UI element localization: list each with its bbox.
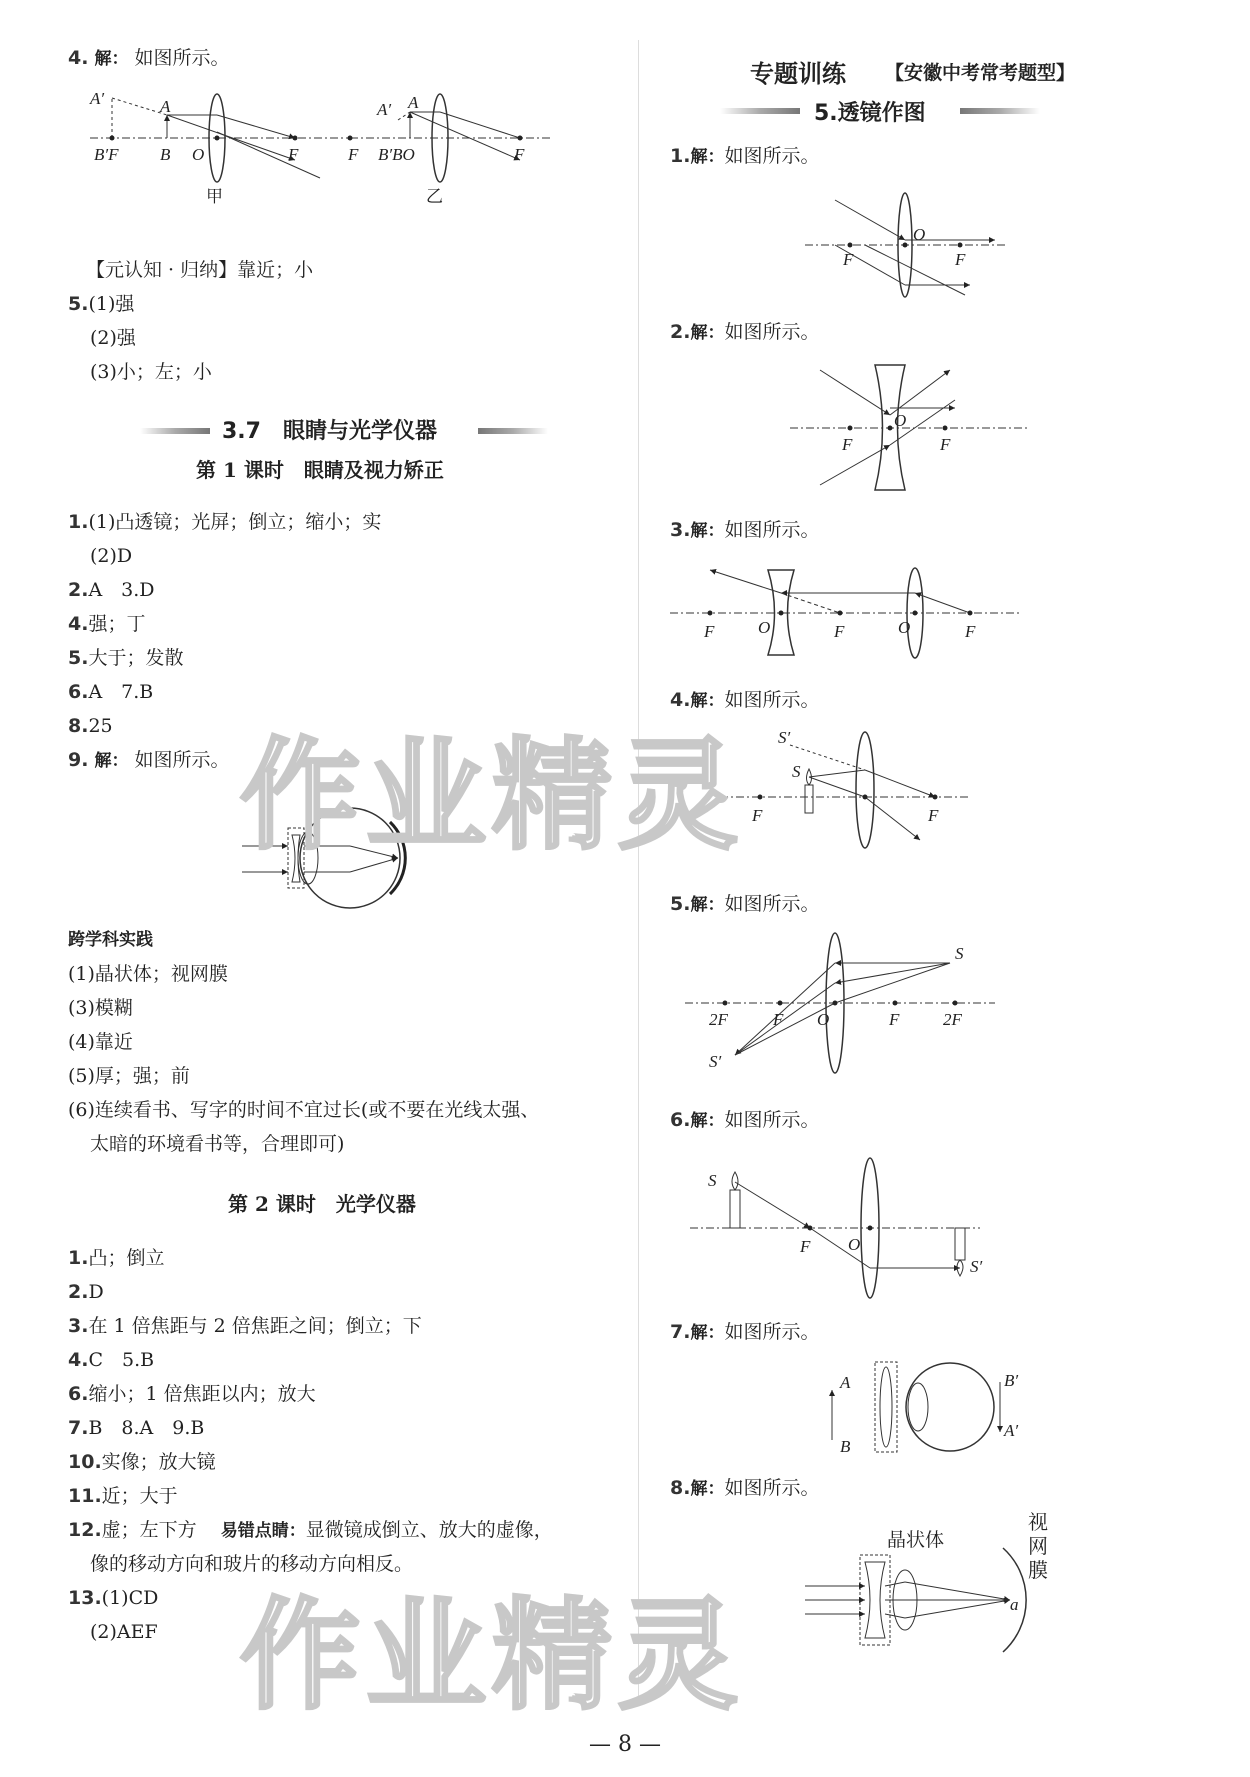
answer-text: 凸；倒立 (88, 1247, 165, 1269)
page-number-value: 8 (618, 1732, 632, 1757)
answer-1b (68, 1246, 164, 1270)
diagram-6 (680, 1150, 983, 1300)
lesson-title: 第 2 课时 光学仪器 (228, 1192, 416, 1216)
label-f: F (889, 1010, 900, 1029)
label-f: F (704, 622, 715, 641)
label-o: O (894, 411, 907, 430)
metacognition-summary: 【元认知 · 归纳】靠近；小 (86, 259, 314, 281)
answer-text: 如图所示。 (134, 749, 230, 771)
answer-number: 3. (68, 1315, 89, 1337)
answer-keyword: 解： (690, 1111, 725, 1131)
answer-5-3: (3)小；左；小 (90, 361, 212, 383)
answer-4b (68, 612, 145, 636)
answer-number: 2. (68, 1281, 89, 1303)
label-f: F (752, 806, 763, 825)
answer-number: 4. (670, 689, 691, 711)
answer-number: 6. (68, 681, 89, 703)
diagram-2 (790, 360, 1030, 495)
error-tip-text-2: 像的移动方向和玻片的移动方向相反。 (90, 1553, 414, 1575)
label-o: O (758, 618, 771, 637)
label-f: F (773, 1010, 784, 1029)
answer-2b (68, 1280, 104, 1304)
answer-text: 如图所示。 (724, 1109, 820, 1131)
answer-2 (68, 578, 155, 602)
label-retina: 视网膜 (1028, 1510, 1048, 1582)
label-b-prime-f: B′F (94, 145, 119, 164)
answer-12 (68, 1518, 553, 1543)
answer-number: 4. (68, 1349, 89, 1371)
label-f: F (955, 250, 966, 269)
answer-keyword: 解： (690, 1323, 725, 1343)
label-f: F (965, 622, 976, 641)
label-s: S (792, 762, 801, 781)
error-tip-text: 显微镜成倒立、放大的虚像， (305, 1519, 553, 1541)
answer-number: 1. (68, 511, 89, 533)
answer-text: (1)强 (88, 293, 135, 315)
label-f: F (928, 806, 939, 825)
page-number: — 8 — (589, 1732, 661, 1757)
answer-keyword: 解： (690, 323, 725, 343)
answer-1-2: (2)D (90, 545, 133, 567)
answer-keyword: 解： (690, 895, 725, 915)
title-decoration (720, 108, 800, 114)
answer-9 (68, 748, 230, 773)
label-b: B (840, 1437, 851, 1456)
answer-number: 4. (68, 47, 89, 69)
item-3 (670, 518, 819, 543)
answer-number: 5. (670, 893, 691, 915)
topic-title: 5.透镜作图 (814, 101, 926, 126)
answer-text: (1)CD (101, 1587, 159, 1609)
answer-keyword: 解： (94, 49, 129, 69)
label-2f: 2F (709, 1010, 728, 1029)
label-o: O (192, 145, 205, 164)
cross-item: (5)厚；强；前 (68, 1065, 190, 1087)
answer-text: A 3.D (88, 579, 155, 601)
label-a: A (408, 93, 419, 112)
answer-text: D (88, 1281, 104, 1303)
special-training-title: 专题训练 (750, 60, 846, 88)
cross-item: (4)靠近 (68, 1031, 133, 1053)
label-s: S (708, 1171, 717, 1190)
label-o: O (817, 1010, 830, 1029)
answer-text: 如图所示。 (724, 145, 820, 167)
label-o: O (898, 618, 911, 637)
label-a-prime: A′ (1004, 1421, 1019, 1440)
answer-1 (68, 510, 381, 534)
title-decoration (140, 428, 210, 434)
answer-text: 如图所示。 (134, 47, 230, 69)
diagram-5 (685, 925, 1005, 1085)
label-o: O (848, 1235, 861, 1254)
label-f: F (800, 1237, 811, 1256)
answer-5-1 (68, 292, 134, 316)
answer-4 (68, 46, 230, 71)
answer-8 (68, 714, 113, 738)
answer-text: 25 (88, 715, 113, 737)
answer-number: 12. (68, 1519, 102, 1541)
section-title: 3.7 眼睛与光学仪器 (222, 419, 437, 444)
cross-item: (6)连续看书、写字的时间不宜过长(或不要在光线太强、 (68, 1099, 540, 1121)
label-f: F (288, 145, 299, 164)
answer-number: 8. (68, 715, 89, 737)
answer-10 (68, 1450, 216, 1474)
answer-11 (68, 1484, 178, 1508)
title-decoration (478, 428, 548, 434)
answer-number: 5. (68, 647, 89, 669)
diagram-4 (720, 725, 970, 855)
answer-text: 如图所示。 (724, 1477, 820, 1499)
answer-6 (68, 680, 153, 704)
label-a: A (840, 1373, 851, 1392)
answer-number: 8. (670, 1477, 691, 1499)
answer-text: 如图所示。 (724, 893, 820, 915)
answer-text: 缩小；1 倍焦距以内；放大 (88, 1383, 316, 1405)
answer-3b (68, 1314, 422, 1338)
answer-5b (68, 646, 183, 670)
item-8 (670, 1476, 819, 1501)
label-yi: 乙 (426, 187, 443, 207)
label-s: S (955, 944, 964, 963)
answer-number: 9. (68, 749, 89, 771)
label-o: O (913, 225, 926, 244)
answer-text: 实像；放大镜 (101, 1451, 216, 1473)
label-f: F (514, 145, 525, 164)
label-a-prime: A′ (90, 89, 105, 108)
diagram-8 (805, 1510, 1055, 1650)
label-b-prime: B′ (1004, 1371, 1019, 1390)
label-s-prime: S′ (709, 1052, 722, 1071)
answer-number: 6. (68, 1383, 89, 1405)
label-b-prime-b-o: B′BO (378, 145, 415, 164)
answer-number: 2. (670, 321, 691, 343)
label-f: F (940, 435, 951, 454)
answer-13-2: (2)AEF (90, 1621, 158, 1643)
answer-number: 3. (670, 519, 691, 541)
answer-text: 如图所示。 (724, 519, 820, 541)
item-1 (670, 144, 819, 169)
answer-text: A 7.B (88, 681, 154, 703)
item-2 (670, 320, 819, 345)
answer-text: 在 1 倍焦距与 2 倍焦距之间；倒立；下 (88, 1315, 422, 1337)
answer-text: C 5.B (88, 1349, 155, 1371)
answer-number: 10. (68, 1451, 102, 1473)
answer-number: 7. (68, 1417, 89, 1439)
error-tip-keyword: 易错点睛： (220, 1521, 306, 1541)
label-s-prime: S′ (778, 728, 791, 747)
title-decoration (960, 108, 1040, 114)
label-a-prime: A′ (377, 100, 392, 119)
answer-4c (68, 1348, 154, 1372)
answer-number: 1. (68, 1247, 89, 1269)
label-f: F (843, 250, 854, 269)
label-a: A (160, 97, 171, 116)
answer-keyword: 解： (690, 147, 725, 167)
answer-keyword: 解： (94, 751, 129, 771)
answer-number: 2. (68, 579, 89, 601)
answer-text: 大于；发散 (88, 647, 184, 669)
answer-5-2: (2)强 (90, 327, 136, 349)
answer-number: 6. (670, 1109, 691, 1131)
label-s-prime: S′ (970, 1257, 983, 1276)
cross-item: 太暗的环境看书等，合理即可) (90, 1133, 345, 1155)
watermark: 作业精灵 (240, 1587, 744, 1726)
answer-number: 11. (68, 1485, 102, 1507)
diagram-3 (670, 555, 1020, 655)
cross-item: (3)模糊 (68, 997, 133, 1019)
diagram-1 (805, 190, 1005, 300)
label-2f: 2F (943, 1010, 962, 1029)
label-f: F (834, 622, 845, 641)
label-b: B (160, 145, 171, 164)
label-f: F (842, 435, 853, 454)
answer-7b (68, 1416, 204, 1440)
label-f: F (348, 145, 359, 164)
answer-keyword: 解： (690, 691, 725, 711)
item-5 (670, 892, 819, 917)
answer-13 (68, 1586, 158, 1610)
label-a-point: a (1010, 1595, 1019, 1614)
diagram-7 (820, 1350, 1020, 1460)
answer-text: 强；丁 (88, 613, 146, 635)
answer-text: 虚；左下方 (101, 1519, 197, 1541)
answer-text: 如图所示。 (724, 321, 820, 343)
answer-number: 7. (670, 1321, 691, 1343)
watermark: 作业精灵 (240, 727, 744, 866)
answer-number: 1. (670, 145, 691, 167)
lesson-title: 第 1 课时 眼睛及视力矫正 (196, 458, 444, 482)
label-crystalline-lens: 晶状体 (887, 1529, 945, 1551)
answer-text: 近；大于 (101, 1485, 178, 1507)
diagram-jia-yi (80, 80, 560, 210)
answer-6b (68, 1382, 316, 1406)
answer-text: (1)凸透镜；光屏；倒立；缩小；实 (88, 511, 382, 533)
answer-number: 13. (68, 1587, 102, 1609)
special-training-tag: 【安徽中考常考题型】 (885, 62, 1076, 84)
label-jia: 甲 (206, 187, 223, 207)
cross-item: (1)晶状体；视网膜 (68, 963, 228, 985)
answer-number: 5. (68, 293, 89, 315)
answer-text: B 8.A 9.B (88, 1417, 205, 1439)
cross-discipline-title: 跨学科实践 (68, 930, 153, 950)
answer-keyword: 解： (690, 1479, 725, 1499)
answer-text: 如图所示。 (724, 1321, 820, 1343)
item-6 (670, 1108, 819, 1133)
item-7 (670, 1320, 819, 1345)
answer-number: 4. (68, 613, 89, 635)
answer-text: 如图所示。 (724, 689, 820, 711)
answer-keyword: 解： (690, 521, 725, 541)
